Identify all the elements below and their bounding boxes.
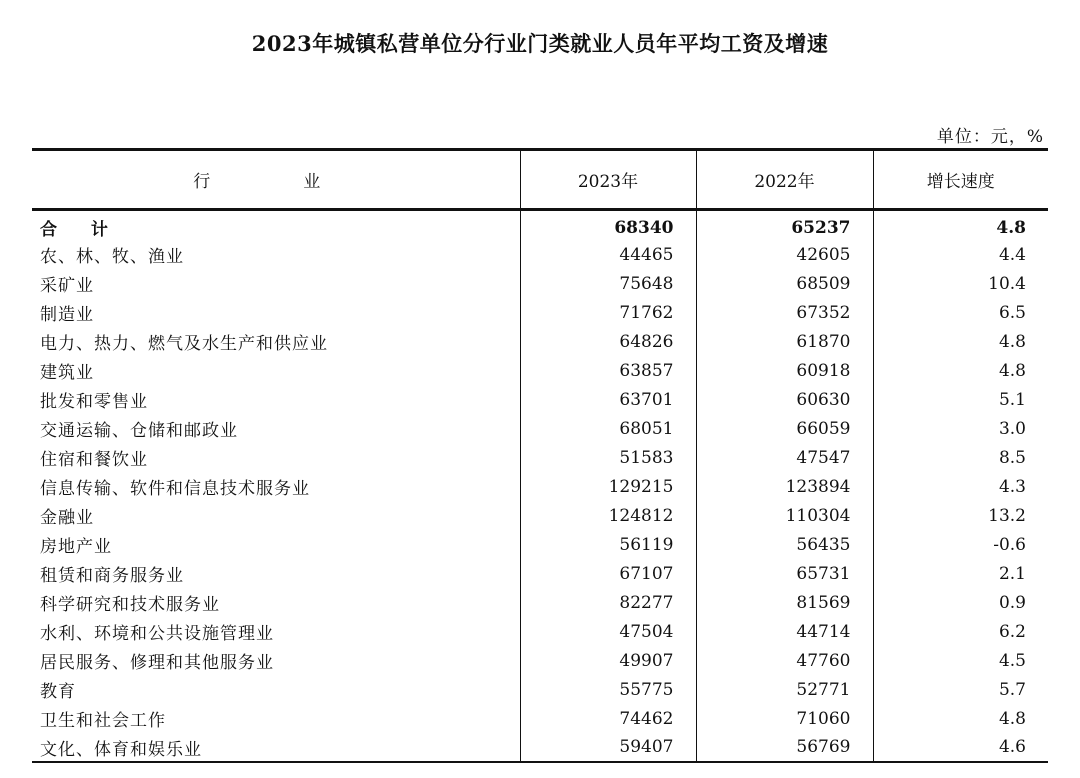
table-row [32,559,1048,588]
industry-cell: 农、林、牧、渔业 [40,247,184,267]
table-row [32,675,1048,704]
table-row [32,356,1048,385]
wage-2022-cell: 47547 [696,443,873,472]
table-row [32,530,1048,559]
wage-2022-cell: 52771 [696,675,873,704]
wage-2022-cell: 110304 [696,501,873,530]
growth-rate-cell: 10.4 [873,269,1048,298]
growth-rate-cell: 5.1 [873,385,1048,414]
header-growth: 增长速度 [873,150,1048,210]
wage-2023-cell: 64826 [520,327,696,356]
wage-2023-cell: 124812 [520,501,696,530]
industry-cell: 水利、环境和公共设施管理业 [40,624,274,644]
wage-2023-cell: 47504 [520,617,696,646]
wage-2023-cell: 49907 [520,646,696,675]
table-row [32,385,1048,414]
industry-cell: 居民服务、修理和其他服务业 [40,653,274,673]
wage-2022-cell: 44714 [696,617,873,646]
wage-2023-cell: 74462 [520,704,696,733]
industry-cell: 科学研究和技术服务业 [40,595,220,615]
table-row [32,298,1048,327]
industry-cell: 合 计 [40,220,122,240]
industry-cell: 房地产业 [40,537,112,557]
wage-2023-cell: 68051 [520,414,696,443]
wage-2023-cell: 59407 [520,733,696,762]
header-2022: 2022年 [696,150,873,210]
growth-rate-cell: 4.4 [873,240,1048,269]
wage-2023-cell: 82277 [520,588,696,617]
table-row [32,472,1048,501]
wage-2023-cell: 63857 [520,356,696,385]
industry-cell: 交通运输、仓储和邮政业 [40,421,238,441]
wage-2023-cell: 56119 [520,530,696,559]
growth-rate-cell: 4.5 [873,646,1048,675]
industry-cell: 文化、体育和娱乐业 [40,739,202,760]
wage-2023-cell: 63701 [520,385,696,414]
growth-rate-cell: 13.2 [873,501,1048,530]
table-row [32,414,1048,443]
wage-2022-cell: 66059 [696,414,873,443]
growth-rate-cell: 4.6 [873,733,1048,762]
growth-rate-cell: 4.8 [873,704,1048,733]
wage-2022-cell: 81569 [696,588,873,617]
wage-2022-cell: 68509 [696,269,873,298]
wage-table [32,148,1048,763]
wage-2022-cell: 56435 [696,530,873,559]
table-row [32,501,1048,530]
growth-rate-cell: 2.1 [873,559,1048,588]
table-row [32,443,1048,472]
industry-cell: 金融业 [40,508,94,528]
table-row [32,269,1048,298]
wage-2022-cell: 61870 [696,327,873,356]
wage-2022-cell: 67352 [696,298,873,327]
wage-2023-cell: 75648 [520,269,696,298]
table-row [32,327,1048,356]
table-body [32,210,1048,763]
wage-2023-cell: 68340 [520,210,696,241]
table-row [32,733,1048,762]
header-industry: 行 业 [193,172,359,192]
page-title: 2023年城镇私营单位分行业门类就业人员年平均工资及增速 [251,31,829,56]
growth-rate-cell: 5.7 [873,675,1048,704]
wage-2023-cell: 67107 [520,559,696,588]
wage-2022-cell: 47760 [696,646,873,675]
growth-rate-cell: 4.8 [873,210,1048,241]
wage-2023-cell: 129215 [520,472,696,501]
growth-rate-cell: 4.8 [873,356,1048,385]
growth-rate-cell: 4.3 [873,472,1048,501]
wage-2023-cell: 71762 [520,298,696,327]
wage-2023-cell: 44465 [520,240,696,269]
growth-rate-cell: 4.8 [873,327,1048,356]
table-row [32,646,1048,675]
industry-cell: 卫生和社会工作 [40,711,166,731]
table-header-row [32,150,1048,210]
industry-cell: 制造业 [40,305,94,325]
industry-cell: 租赁和商务服务业 [40,566,184,586]
wage-2022-cell: 71060 [696,704,873,733]
total-row [32,210,1048,241]
table-row [32,588,1048,617]
wage-2022-cell: 65731 [696,559,873,588]
table-row [32,240,1048,269]
growth-rate-cell: 6.5 [873,298,1048,327]
table-row [32,617,1048,646]
growth-rate-cell: 3.0 [873,414,1048,443]
wage-2022-cell: 42605 [696,240,873,269]
wage-2023-cell: 55775 [520,675,696,704]
wage-2022-cell: 60918 [696,356,873,385]
industry-cell: 建筑业 [40,363,94,383]
industry-cell: 教育 [40,682,76,702]
growth-rate-cell: 6.2 [873,617,1048,646]
industry-cell: 采矿业 [40,276,94,296]
industry-cell: 批发和零售业 [40,392,148,412]
wage-2023-cell: 51583 [520,443,696,472]
table-row [32,704,1048,733]
growth-rate-cell: 8.5 [873,443,1048,472]
industry-cell: 电力、热力、燃气及水生产和供应业 [40,334,328,354]
wage-2022-cell: 60630 [696,385,873,414]
industry-cell: 信息传输、软件和信息技术服务业 [40,479,310,499]
wage-2022-cell: 65237 [696,210,873,241]
wage-2022-cell: 123894 [696,472,873,501]
wage-2022-cell: 56769 [696,733,873,762]
unit-note: 单位：元，% [936,127,1044,147]
growth-rate-cell: 0.9 [873,588,1048,617]
industry-cell: 住宿和餐饮业 [40,450,148,470]
growth-rate-cell: -0.6 [873,530,1048,559]
header-2023: 2023年 [520,150,696,210]
